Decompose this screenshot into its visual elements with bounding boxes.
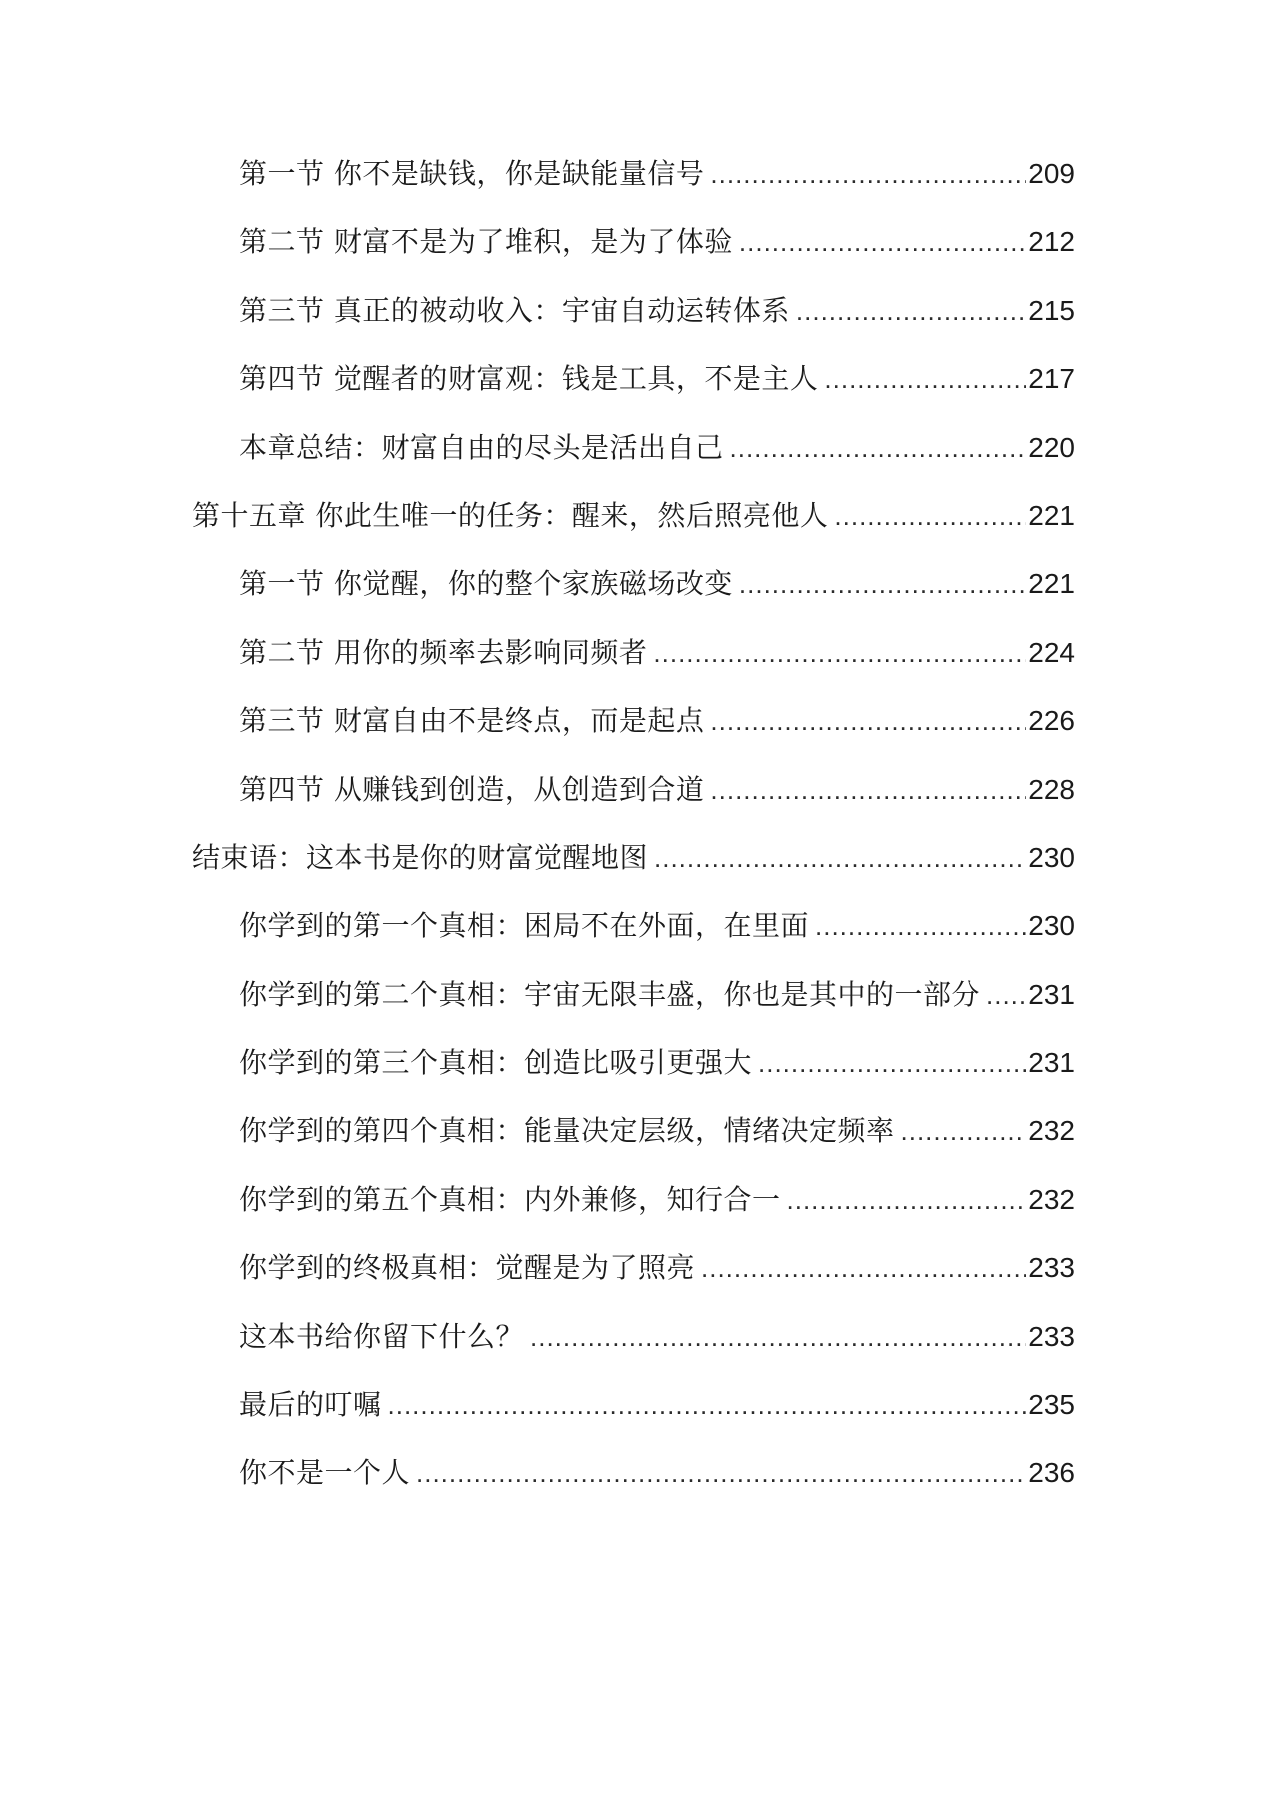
toc-entry-line xyxy=(239,772,1075,808)
toc-entry-title: 第二节 用你的频率去影响同频者 xyxy=(239,635,648,669)
dot-leader xyxy=(654,840,1026,876)
dot-leader xyxy=(710,703,1026,739)
toc-entry-title: 你学到的第二个真相：宇宙无限丰盛，你也是其中的一部分 xyxy=(239,977,981,1011)
toc-page-number: 212 xyxy=(1028,226,1075,258)
toc-entry-title: 你学到的第三个真相：创造比吸引更强大 xyxy=(239,1046,753,1080)
toc-entry-line xyxy=(239,566,1075,602)
toc-entry-title: 第二节 财富不是为了堆积，是为了体验 xyxy=(239,225,733,259)
dot-leader xyxy=(701,1250,1026,1286)
toc-page-number: 230 xyxy=(1028,910,1075,942)
dot-leader xyxy=(834,498,1026,534)
toc-entry-line xyxy=(239,908,1075,944)
dot-leader xyxy=(653,635,1026,671)
toc-entry-title: 第三节 财富自由不是终点，而是起点 xyxy=(239,704,705,738)
dot-leader xyxy=(787,1182,1027,1218)
toc-section-entry[interactable] xyxy=(0,1455,1273,1523)
toc-entry-title: 最后的叮嘱 xyxy=(239,1388,382,1422)
dot-leader xyxy=(815,908,1026,944)
toc-page-number: 231 xyxy=(1028,978,1075,1010)
toc-entry-title: 你学到的第五个真相：内外兼修，知行合一 xyxy=(239,1182,781,1216)
toc-section-entry[interactable] xyxy=(0,1387,1273,1455)
toc-page-number: 233 xyxy=(1028,1320,1075,1352)
dot-leader xyxy=(824,361,1026,397)
toc-entry-title: 第一节 你觉醒，你的整个家族磁场改变 xyxy=(239,567,733,601)
toc-entry-title: 结束语：这本书是你的财富觉醒地图 xyxy=(192,840,649,874)
toc-entry-line xyxy=(239,156,1075,192)
toc-entry-title: 你学到的终极真相：觉醒是为了照亮 xyxy=(239,1251,696,1285)
toc-entry-line xyxy=(239,1455,1075,1491)
toc-section-entry[interactable] xyxy=(0,224,1273,292)
dot-leader xyxy=(530,1319,1026,1355)
dot-leader xyxy=(730,430,1027,466)
toc-section-entry[interactable] xyxy=(0,908,1273,976)
toc-entry-line xyxy=(239,361,1075,397)
toc-entry-title: 第四节 从赚钱到创造，从创造到合道 xyxy=(239,772,705,806)
toc-entry-title: 你学到的第四个真相：能量决定层级，情绪决定频率 xyxy=(239,1114,895,1148)
toc-page-number: 232 xyxy=(1028,1183,1075,1215)
toc-entry-title: 第四节 觉醒者的财富观：钱是工具，不是主人 xyxy=(239,362,819,396)
toc-section-entry[interactable] xyxy=(0,293,1273,361)
toc-page-number: 232 xyxy=(1028,1115,1075,1147)
toc-section-entry[interactable] xyxy=(0,1113,1273,1181)
toc-section-entry[interactable] xyxy=(0,1045,1273,1113)
toc-entry-line xyxy=(239,430,1075,466)
dot-leader xyxy=(388,1387,1027,1423)
dot-leader xyxy=(758,1045,1026,1081)
toc-page-number: 215 xyxy=(1028,294,1075,326)
toc-section-entry[interactable] xyxy=(0,635,1273,703)
toc-section-entry[interactable] xyxy=(0,703,1273,771)
table-of-contents xyxy=(0,156,1273,1524)
toc-page-number: 209 xyxy=(1028,158,1075,189)
toc-entry-line xyxy=(239,703,1075,739)
dot-leader xyxy=(739,224,1026,260)
toc-section-entry[interactable] xyxy=(0,1319,1273,1387)
toc-page-number: 226 xyxy=(1028,705,1075,737)
toc-entry-title: 第三节 真正的被动收入：宇宙自动运转体系 xyxy=(239,293,790,327)
toc-entry-line xyxy=(239,635,1075,671)
dot-leader xyxy=(710,772,1026,808)
toc-entry-line xyxy=(239,1113,1075,1149)
dot-leader xyxy=(901,1113,1027,1149)
toc-entry-line xyxy=(239,977,1075,1013)
dot-leader xyxy=(739,566,1026,602)
toc-entry-line xyxy=(239,1387,1075,1423)
toc-page-number: 224 xyxy=(1028,636,1075,668)
toc-page-number: 220 xyxy=(1028,431,1075,463)
toc-entry-line xyxy=(239,1319,1075,1355)
toc-entry-line xyxy=(239,224,1075,260)
toc-entry-title: 本章总结：财富自由的尽头是活出自己 xyxy=(239,430,724,464)
toc-entry-title: 这本书给你留下什么？ xyxy=(239,1319,525,1353)
toc-page-number: 231 xyxy=(1028,1047,1075,1079)
toc-section-entry[interactable] xyxy=(0,156,1273,224)
toc-section-entry[interactable] xyxy=(0,361,1273,429)
toc-page-number: 217 xyxy=(1028,363,1075,395)
toc-entry-line xyxy=(239,1045,1075,1081)
toc-entry-title: 第十五章 你此生唯一的任务：醒来，然后照亮他人 xyxy=(192,498,829,532)
toc-page-number: 235 xyxy=(1028,1389,1075,1421)
dot-leader xyxy=(710,156,1026,192)
toc-page-number: 230 xyxy=(1028,841,1075,873)
toc-section-entry[interactable] xyxy=(0,772,1273,840)
dot-leader xyxy=(416,1455,1026,1491)
toc-page-number: 233 xyxy=(1028,1252,1075,1284)
dot-leader xyxy=(796,293,1026,329)
toc-page-number: 236 xyxy=(1028,1457,1075,1489)
toc-entry-line xyxy=(192,498,1075,534)
toc-chapter-entry[interactable] xyxy=(0,498,1273,566)
toc-entry-title: 第一节 你不是缺钱，你是缺能量信号 xyxy=(239,157,705,190)
toc-chapter-entry[interactable] xyxy=(0,840,1273,908)
toc-section-entry[interactable] xyxy=(0,1250,1273,1318)
toc-entry-line xyxy=(192,840,1075,876)
toc-section-entry[interactable] xyxy=(0,1182,1273,1250)
toc-page-number: 221 xyxy=(1028,568,1075,600)
toc-entry-title: 你学到的第一个真相：困局不在外面，在里面 xyxy=(239,909,810,943)
toc-page-number: 228 xyxy=(1028,773,1075,805)
toc-section-entry[interactable] xyxy=(0,566,1273,634)
toc-page-number: 221 xyxy=(1028,499,1075,531)
toc-entry-line xyxy=(239,1250,1075,1286)
toc-entry-title: 你不是一个人 xyxy=(239,1456,411,1490)
toc-entry-line xyxy=(239,1182,1075,1218)
dot-leader xyxy=(986,977,1026,1013)
toc-section-entry[interactable] xyxy=(0,977,1273,1045)
toc-entry-line xyxy=(239,293,1075,329)
toc-section-entry[interactable] xyxy=(0,430,1273,498)
